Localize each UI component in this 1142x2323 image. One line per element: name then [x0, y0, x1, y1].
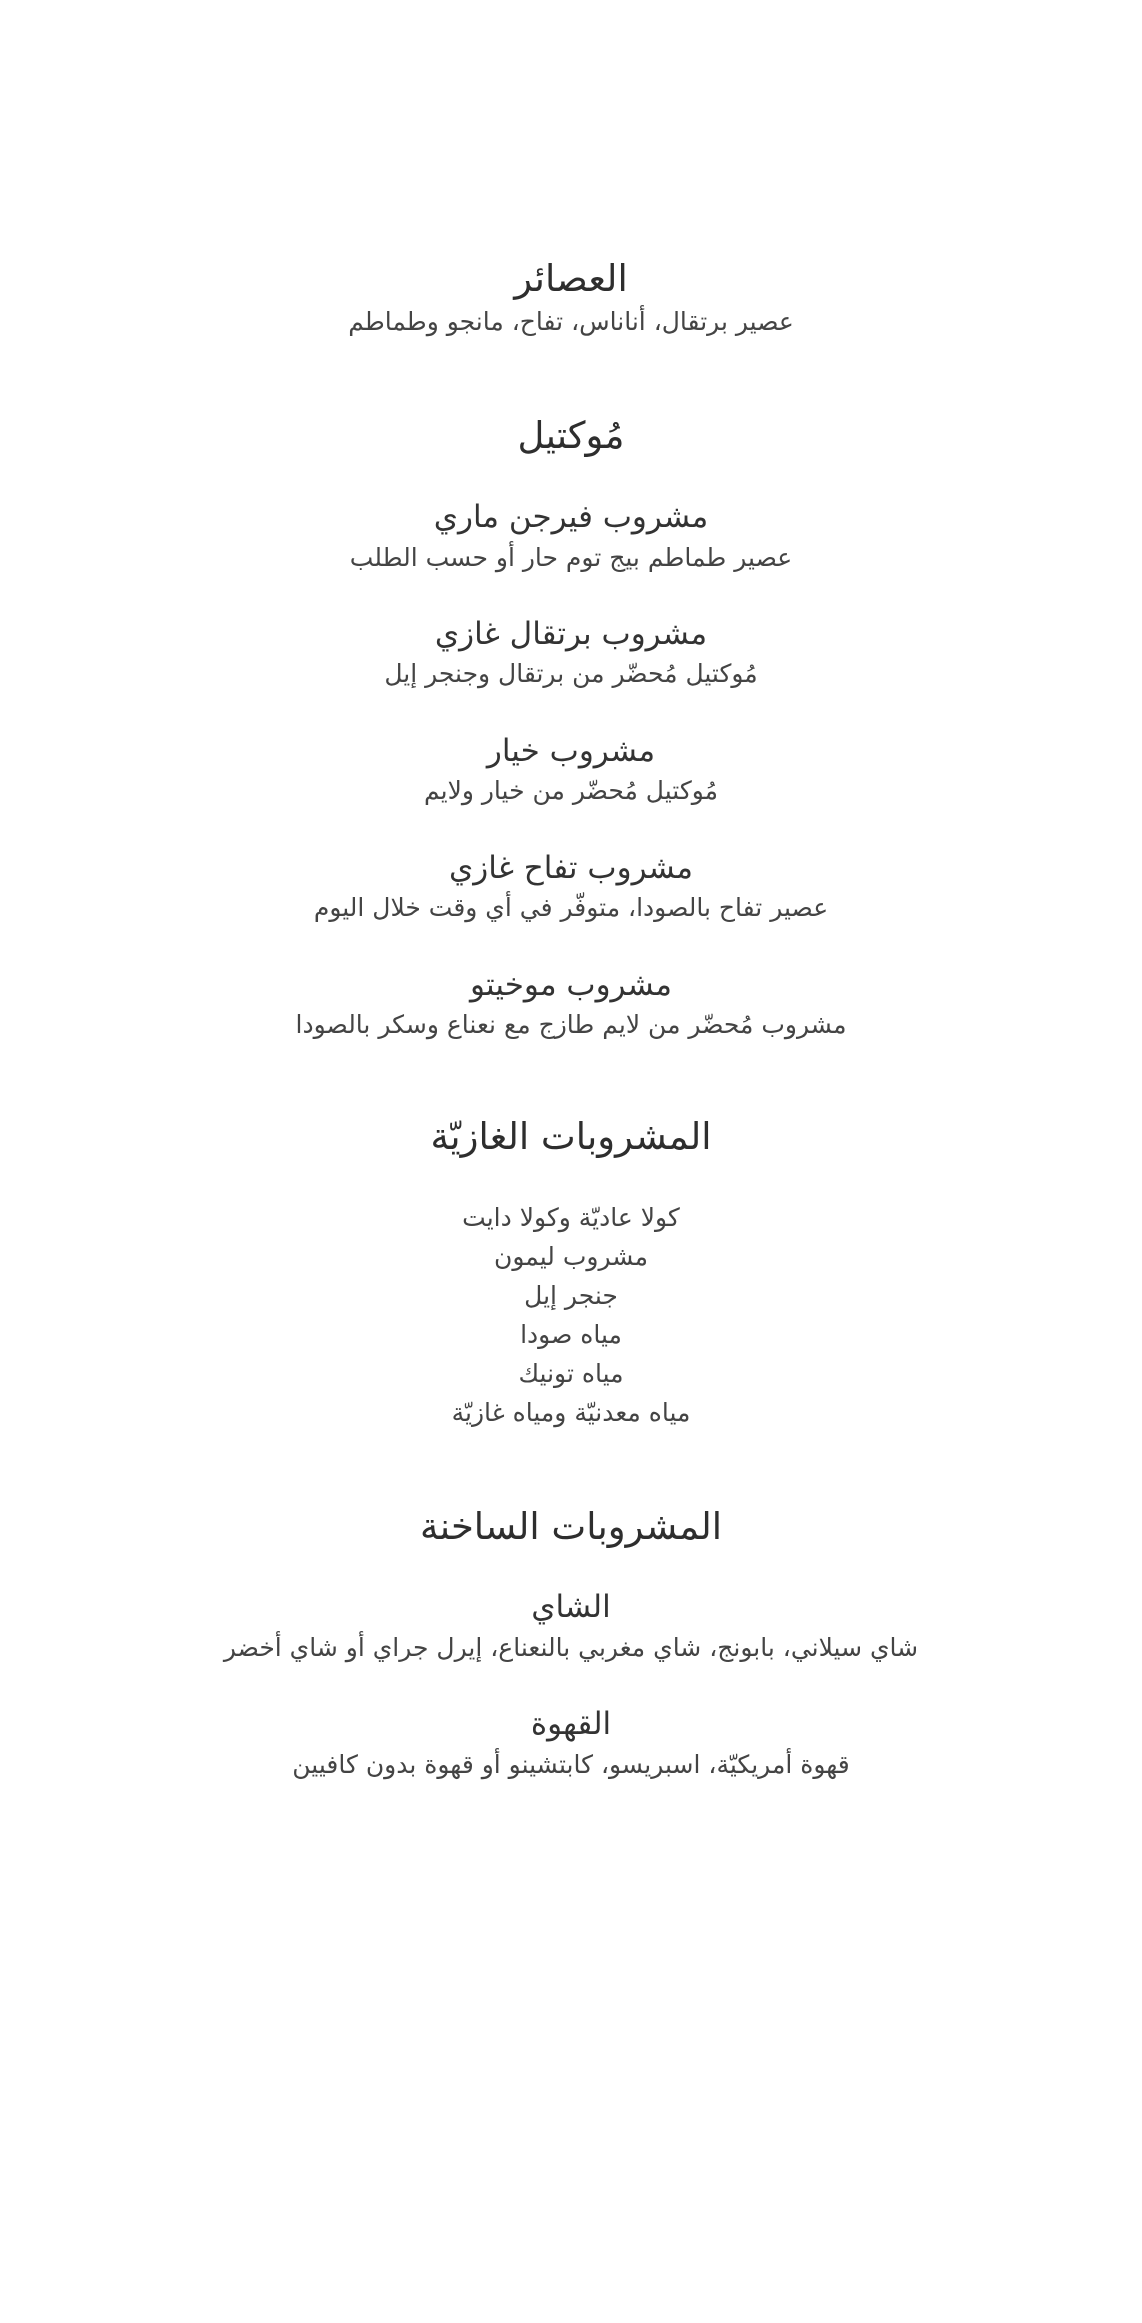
mocktail-virgin-mary-name: مشروب فيرجن ماري — [433, 499, 709, 535]
hot-drinks-title: المشروبات الساخنة — [419, 1505, 723, 1548]
hot-drink-tea-description: شاي سيلاني، بابونج، شاي مغربي بالنعناع، إيرل جراي أو شاي أخضر — [223, 1633, 919, 1662]
soft-drink-item: مياه صودا — [520, 1320, 622, 1349]
hot-drink-tea-name: الشاي — [531, 1589, 611, 1625]
soft-drink-item: مشروب ليمون — [494, 1242, 648, 1271]
juices-title: العصائر — [514, 257, 628, 300]
mocktail-apple-fizz-name: مشروب تفاح غازي — [449, 850, 693, 886]
mocktails-title: مُوكتيل — [517, 414, 625, 457]
mocktail-orange-fizz-name: مشروب برتقال غازي — [434, 616, 708, 652]
mocktail-cucumber-name: مشروب خيار — [486, 733, 656, 769]
mocktail-orange-fizz-description: مُوكتيل مُحضّر من برتقال وجنجر إيل — [384, 659, 758, 688]
mocktail-virgin-mary-description: عصير طماطم بيج توم حار أو حسب الطلب — [349, 543, 793, 572]
hot-drink-coffee-name: القهوة — [530, 1706, 612, 1742]
soft-drinks-title: المشروبات الغازيّة — [430, 1115, 712, 1158]
soft-drink-item: مياه تونيك — [518, 1359, 624, 1388]
mocktail-apple-fizz-description: عصير تفاح بالصودا، متوفّر في أي وقت خلال اليوم — [313, 893, 829, 922]
soft-drink-item: جنجر إيل — [524, 1281, 618, 1310]
mocktail-mojito-name: مشروب موخيتو — [470, 967, 672, 1003]
mocktail-cucumber-description: مُوكتيل مُحضّر من خيار ولايم — [423, 776, 719, 805]
juices-description: عصير برتقال، أناناس، تفاح، مانجو وطماطم — [348, 307, 794, 336]
hot-drink-coffee-description: قهوة أمريكيّة، اسبريسو، كابتشينو أو قهوة بدون كافيين — [292, 1750, 850, 1779]
soft-drink-item: كولا عاديّة وكولا دايت — [462, 1203, 680, 1232]
mocktail-mojito-description: مشروب مُحضّر من لايم طازج مع نعناع وسكر بالصودا — [295, 1010, 847, 1039]
soft-drink-item: مياه معدنيّة ومياه غازيّة — [451, 1398, 691, 1427]
